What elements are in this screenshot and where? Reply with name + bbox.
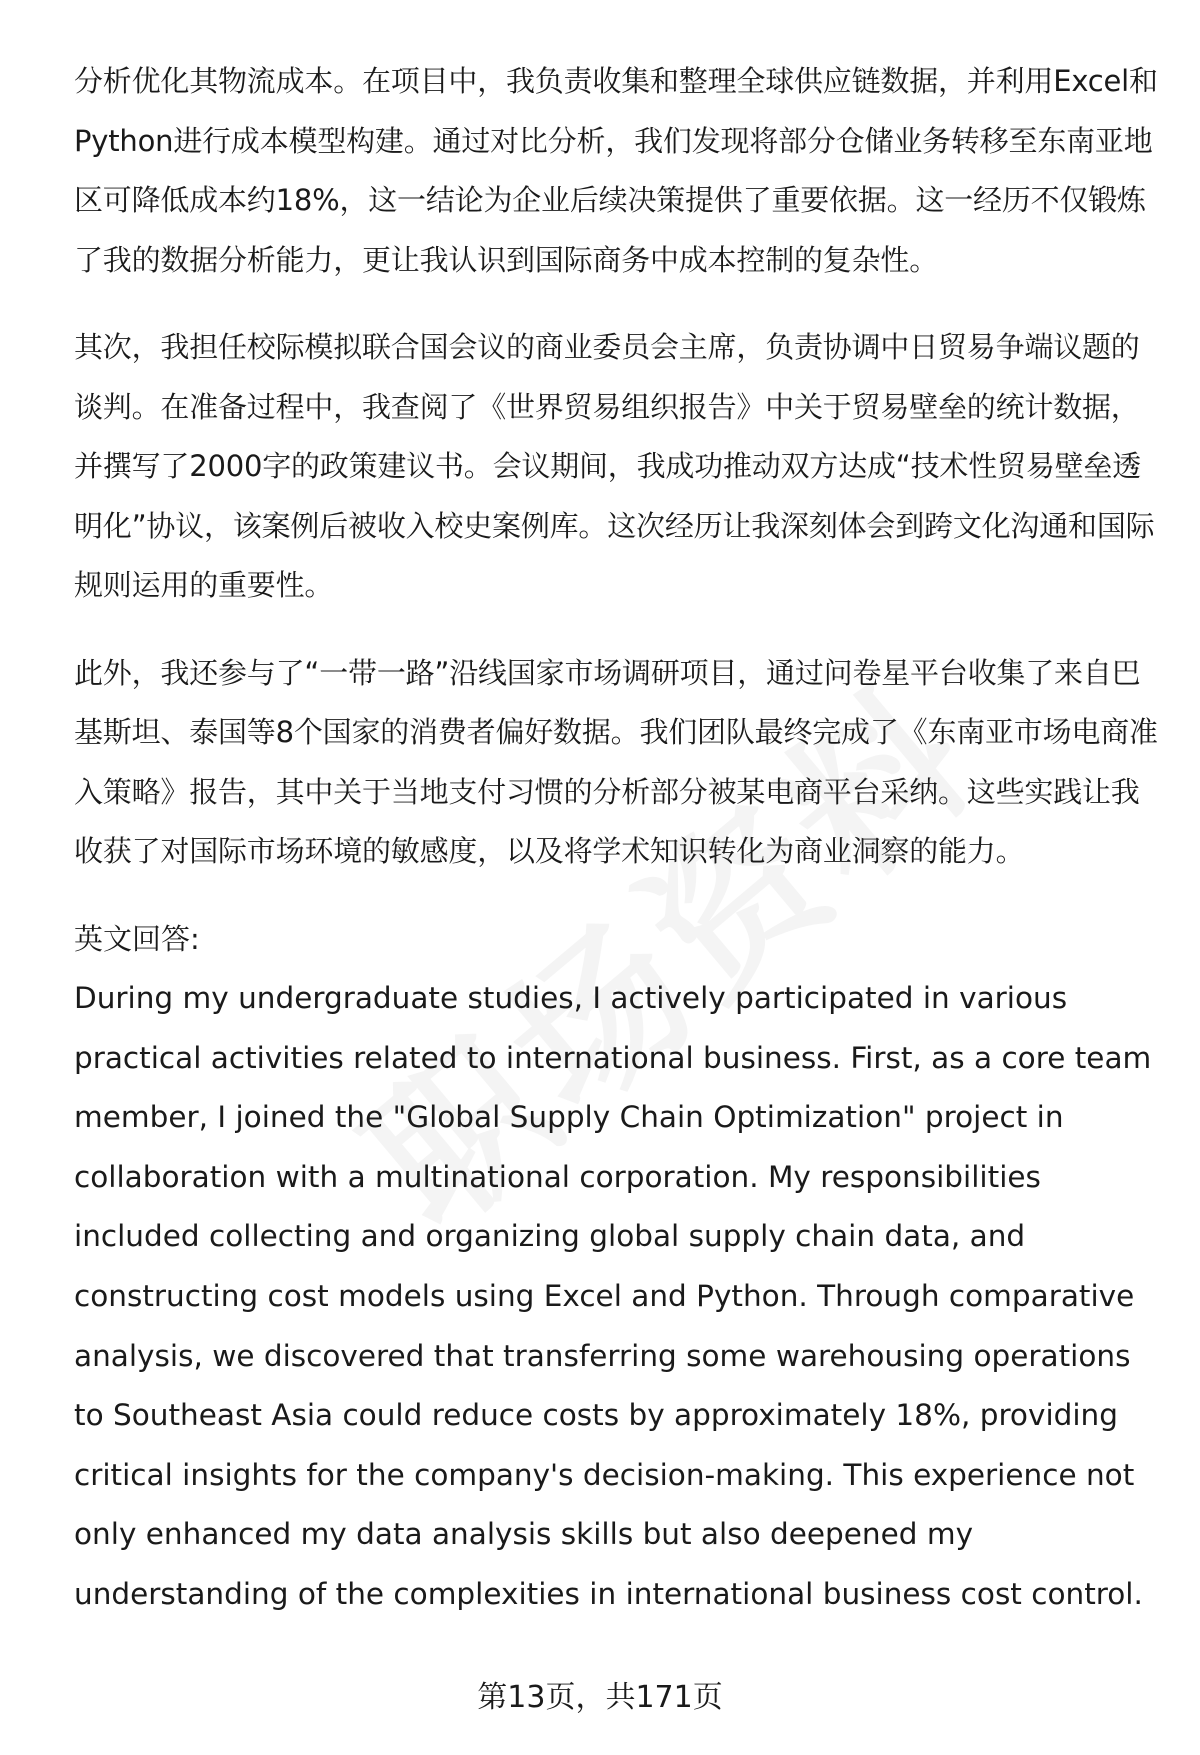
- paragraph-zh-3: 此外，我还参与了“一带一路”沿线国家市场调研项目，通过问卷星平台收集了来自巴基斯坦、泰国等8个国家的消费者偏好数据。我们团队最终完成了《东南亚市场电商准入策略》报告，其中关于当地支付习惯的分析部分被某电商平台采纳。这些实践让我收获了对国际市场环境的敏感度，以及将学术知识转化为商业洞察的能力。: [74, 655, 1158, 868]
- paragraph-zh-2: 其次，我担任校际模拟联合国会议的商业委员会主席，负责协调中日贸易争端议题的谈判。在准备过程中，我查阅了《世界贸易组织报告》中关于贸易壁垒的统计数据，并撰写了2000字的政策建议书。会议期间，我成功推动双方达成“技术性贸易壁垒透明化”协议，该案例后被收入校史案例库。这次经历让我深刻体会到跨文化沟通和国际规则运用的重要性。: [74, 330, 1155, 602]
- paragraph-en: During my undergraduate studies, I actively participated in various practical activities related to international business. First, as a core team member, I joined the "Global Supply Chain Optimization" project in collaboration with a multinational corporation. My responsibilities included collecting and organizing global supply chain data, and constructing cost models using Excel and Python. Through comparative analysis, we discovered that transferring some warehousing operations to Southeast Asia could reduce costs by approximately 18%, providing critical insights for the company's decision-making. This experience not only enhanced my data analysis skills but also deepened my understanding of the complexities in international business cost control.: [74, 981, 1152, 1611]
- page-number: 第13页，共171页: [477, 1680, 723, 1715]
- document-body: [74, 52, 1159, 1625]
- paragraph-zh-1: 分析优化其物流成本。在项目中，我负责收集和整理全球供应链数据，并利用Excel和Python进行成本模型构建。通过对比分析，我们发现将部分仓储业务转移至东南亚地区可降低成本约18%，这一结论为企业后续决策提供了重要依据。这一经历不仅锻炼了我的数据分析能力，更让我认识到国际商务中成本控制的复杂性。: [74, 64, 1158, 277]
- english-answer-label: 英文回答:: [74, 921, 200, 956]
